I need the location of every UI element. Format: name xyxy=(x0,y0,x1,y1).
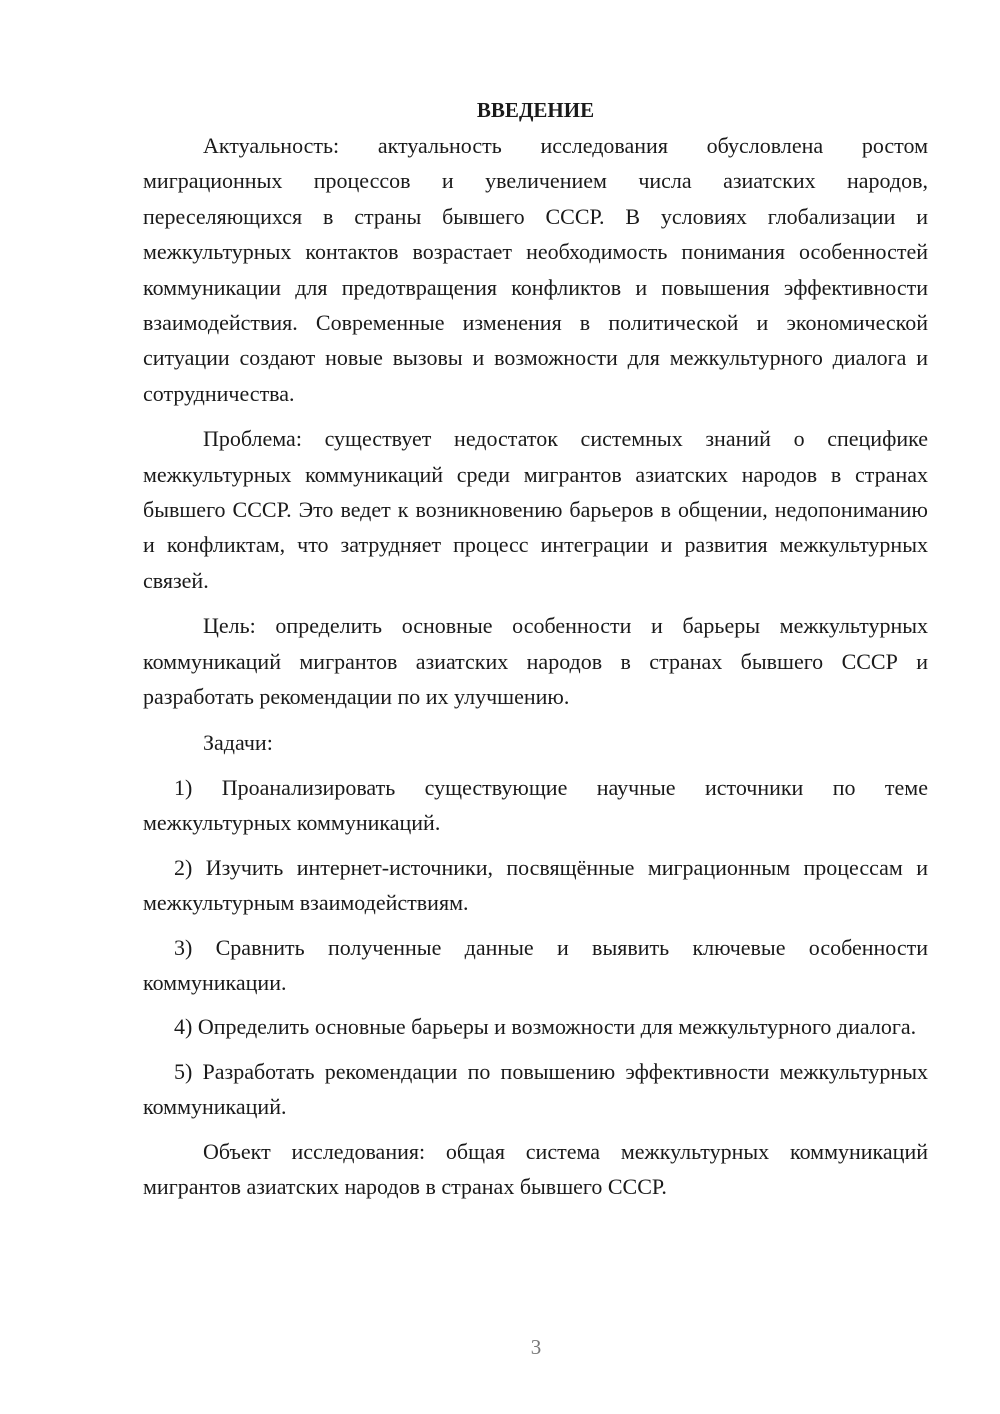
page-title: ВВЕДЕНИЕ xyxy=(476,98,595,122)
task-item: 4) Определить основные барьеры и возможности для межкультурного диалога. xyxy=(174,1014,917,1040)
task-item: 1) Проанализировать существующие научные источники по теме межкультурных коммуникаций. xyxy=(143,774,928,836)
tasks-heading: Задачи: xyxy=(203,729,273,755)
task-item: 5) Разработать рекомендации по повышению эффективности межкультурных коммуникаций. xyxy=(143,1058,928,1120)
page-number: 3 xyxy=(530,1335,542,1359)
task-item: 2) Изучить интернет-источники, посвящённые миграционным процессам и межкультурным взаимодействиям. xyxy=(143,854,928,916)
tasks-list xyxy=(143,770,928,1125)
task-item: 3) Сравнить полученные данные и выявить ключевые особенности коммуникации. xyxy=(143,934,928,995)
relevance-paragraph: Актуальность: актуальность исследования обусловлена ростом миграционных процессов и увеличением числа азиатских народов, переселяющихся в страны бывшего СССР. В условиях глобализации и межкультурных контактов возрастает необходимость понимания особенностей коммуникации для предотвращения конфликтов и повышения эффективности взаимодействия. Современные изменения в политической и экономической ситуации создают новые вызовы и возможности для межкультурного диалога и сотрудничества. xyxy=(143,133,928,406)
object-paragraph: Объект исследования: общая система межкультурных коммуникаций мигрантов азиатских народов в странах бывшего СССР. xyxy=(143,1138,928,1199)
problem-paragraph: Проблема: существует недостаток системных знаний о специфике межкультурных коммуникаций среди мигрантов азиатских народов в странах бывшего СССР. Это ведет к возникновению барьеров в общении, недопониманию и конфликтам, что затрудняет процесс интеграции и развития межкультурных связей. xyxy=(143,426,928,593)
goal-paragraph: Цель: определить основные особенности и барьеры межкультурных коммуникаций мигрантов азиатских народов в странах бывшего СССР и разработать рекомендации по их улучшению. xyxy=(143,613,928,710)
page-content xyxy=(143,96,928,1214)
